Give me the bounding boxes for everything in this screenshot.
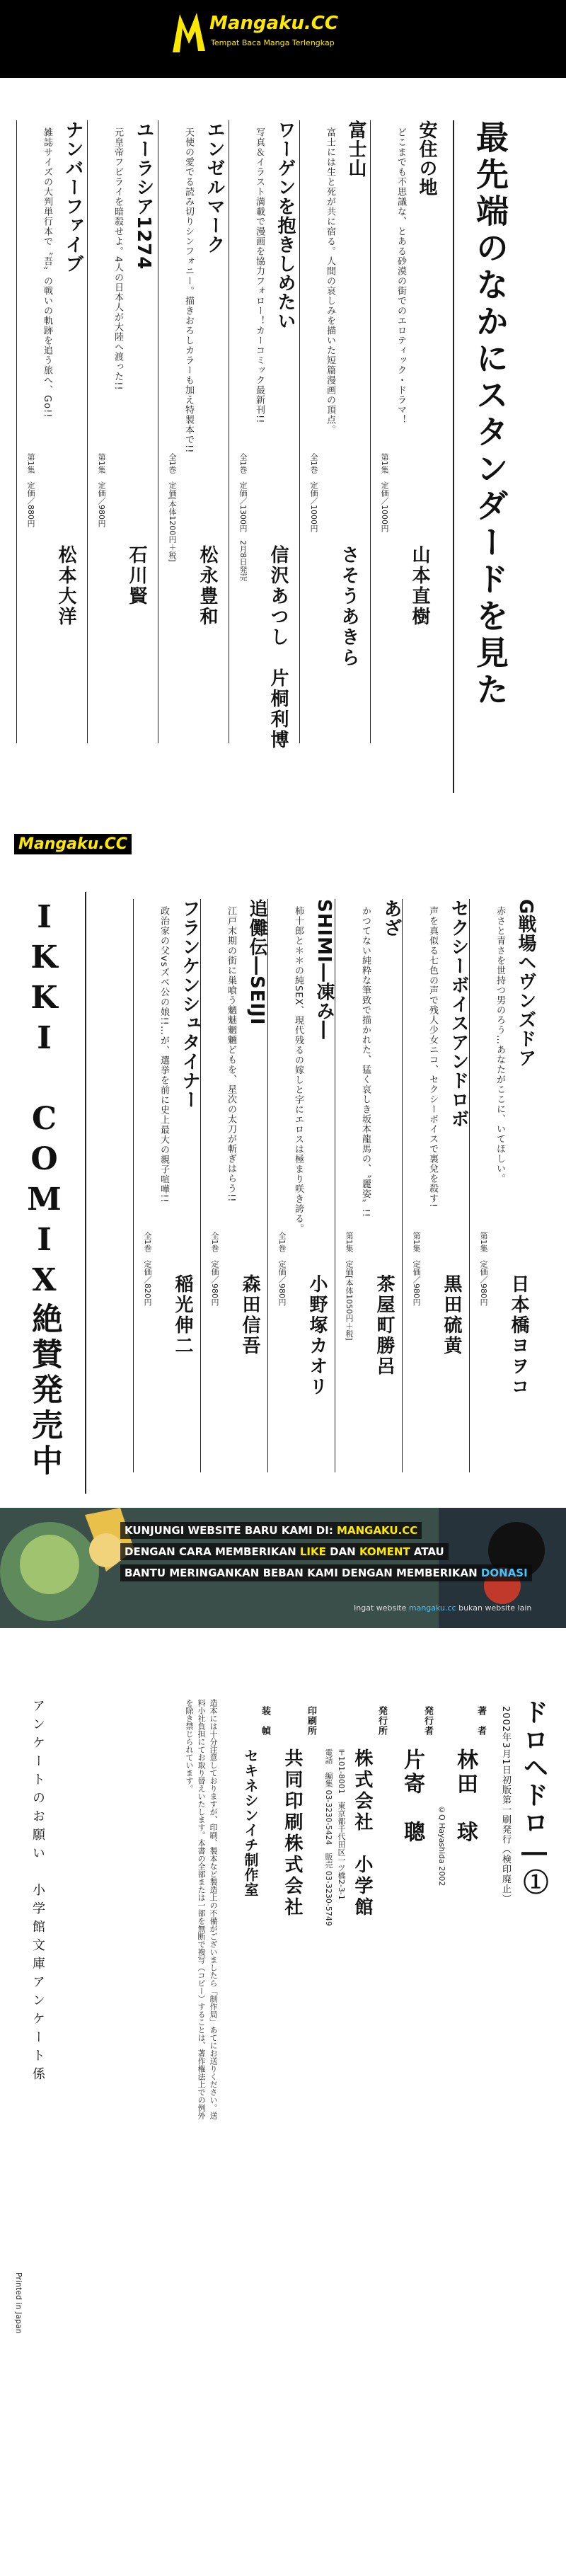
entry-title: ナンバーファイブ: [62, 120, 83, 273]
author-label: 著 者: [475, 1706, 486, 1736]
banner-line-3: [120, 1564, 532, 1581]
entry-title: 富士山: [345, 120, 366, 178]
entry-description: 雑誌サイズの大判単行本で〝吾〟の戦いの軌跡を追う旅へ、Go!!: [42, 127, 52, 418]
entry-author: 日本橋ヨヲコ: [508, 1274, 529, 1397]
entry-author: 小野塚カオリ: [306, 1274, 328, 1397]
entry-price: 全1巻 定価／820円: [143, 1232, 152, 1306]
page-heading: 最先端のなかにスタンダードを見た: [471, 120, 509, 709]
banner-text: KUNJUNGI WEBSITE BARU KAMI DI:: [125, 1524, 337, 1537]
banner-text: ATAU: [410, 1545, 444, 1558]
colophon-page: [0, 1635, 566, 2576]
entry-price: 全1巻 定価[本体1200円＋税]: [168, 453, 177, 562]
author-name: 林田 球: [453, 1748, 478, 1845]
entry-title: G戦場ヘヴンズドア: [515, 899, 536, 1068]
publishing-house: 株式会社 小学館: [352, 1748, 373, 1918]
entry-author: 松本大洋: [55, 545, 76, 627]
entry-author: 茶屋町勝呂: [374, 1274, 395, 1377]
comment-text: KOMENT: [359, 1545, 410, 1558]
entry-author: 黒田硫黄: [441, 1274, 462, 1356]
publisher-person: 片寄 聰: [400, 1748, 424, 1845]
address: 〒101-8001 東京都千代田区一ツ橋2-3-1: [337, 1748, 346, 1900]
entry-price: 第1集 定価／1000円: [380, 453, 389, 532]
promo-banner[interactable]: [0, 1508, 566, 1628]
publisher-label: 発行者: [422, 1706, 433, 1736]
entry-title: セクシーボイスアンドロボ: [448, 899, 469, 1128]
site-header: [0, 0, 566, 78]
entry-title: ユーラシア1274: [133, 120, 154, 270]
catalog-page-1: [0, 78, 566, 835]
publishing-house-label: 発行所: [376, 1706, 387, 1736]
phone: 電話 編集 03-3230-5424 販売 03-3230-5749: [324, 1748, 333, 1926]
entry-author: 石川賢: [126, 545, 147, 607]
entry-title: 安住の地: [416, 120, 437, 197]
banner-note: [354, 1603, 531, 1613]
banner-line-2: [120, 1543, 449, 1560]
entry-price: 第1集 定価／980円: [412, 1232, 421, 1306]
column-divider: [133, 899, 134, 1472]
mangaku-logo-icon: [170, 10, 208, 55]
entry-author: 山本直樹: [409, 545, 430, 627]
entry-price: 第1集 定価[本体1050円＋税]: [345, 1232, 354, 1341]
banner-line-1: [120, 1522, 422, 1539]
catalog-page-2: [0, 878, 566, 1501]
column-divider: [402, 899, 403, 1472]
column-divider: [16, 120, 17, 743]
entry-title: 追儺伝―SEIJI: [246, 899, 267, 1026]
entry-description: 政治家の父vsズベ公の娘!!…が、選挙を前に史上最大の親子喧嘩!!: [158, 906, 169, 1203]
banner-note-text: bukan website lain: [456, 1603, 532, 1613]
entry-description: どこまでも不思議な、とある砂漠の街でのエロティック・ドラマ！: [395, 127, 406, 425]
binder-name: セキネシンイチ制作室: [242, 1748, 259, 1897]
entry-author: 森田信吾: [239, 1274, 260, 1356]
book-title: ドロヘドロ―①: [519, 1699, 549, 1896]
banner-text: BANTU MERINGANKAN BEBAN KAMI DENGAN MEMBERIKAN: [125, 1567, 481, 1579]
entry-title: エンゼルマーク: [204, 120, 225, 254]
banner-note-text: Ingat website: [354, 1603, 409, 1613]
entry-description: 写真＆イラスト満載で漫画を協力フォロー！カーコミック最新刊!!: [254, 127, 265, 424]
entry-price: 第1集 定価／880円: [26, 453, 35, 527]
entry-title: あざ: [381, 899, 402, 937]
entry-description: 赤さと青さを世持つ男のろう…あなたがここに、いてほしい。: [495, 906, 505, 1184]
page-heading: IKKI COMIX絶賛発売中: [26, 899, 62, 1479]
entry-description: 柿十郎と＊＊の純SEX、現代残るの嫁しと字にエロスは極まり咲き誇る。: [293, 906, 304, 1234]
entry-price: 全1巻 定価／1000円: [309, 453, 318, 532]
banner-site-link[interactable]: MANGAKU.CC: [337, 1524, 418, 1537]
copyright: ©Q Hayashida 2002: [437, 1805, 446, 1887]
banner-note-link[interactable]: mangaku.cc: [408, 1603, 456, 1613]
entry-author: 稲光伸二: [172, 1274, 193, 1356]
column-divider: [299, 120, 300, 743]
logo-text[interactable]: Mangaku.CC: [209, 13, 338, 34]
logo-tagline: Tempat Baca Manga Terlengkap: [211, 38, 335, 47]
banner-text: DAN: [325, 1545, 359, 1558]
entry-description: かつてない純粋な筆致で描かれた、猛く哀しき坂本龍馬の、〝麗姿〟!!: [360, 906, 371, 1218]
entry-description: 富士には生と死が共に宿る。人間の哀しみを描いた短篇漫画の頂点。: [325, 127, 335, 435]
watermark-logo: [14, 835, 132, 853]
entry-description: 天使の愛でる読み切りシンフォニー。描きおろしカラーも加え特製本で!!: [183, 127, 194, 454]
survey-text: アンケートのお願い 小学館文庫アンケート係: [30, 1699, 45, 2085]
printed-in: Printed in Japan: [14, 2272, 23, 2334]
entry-price: 第1集 定価／980円: [479, 1232, 488, 1306]
watermark-text: Mangaku.CC: [14, 834, 132, 854]
divider: [85, 892, 86, 1494]
entry-title: SHIMI―凍み―: [313, 899, 335, 1040]
entry-price: 第1集 定価／980円: [97, 453, 106, 527]
entry-description: 声を真似る七色の声で残人少女ニコ、セクシーボイスで裏兌を殺す!: [427, 906, 438, 1208]
entry-price: 全1巻 定価／980円: [210, 1232, 219, 1306]
printer-label: 印刷所: [306, 1706, 316, 1736]
entry-author: 松永豊和: [197, 545, 218, 627]
printer-name: 共同印刷株式会社: [282, 1748, 303, 1918]
publish-date: 2002年3月1日初版第一刷発行（検印廃止）: [500, 1706, 511, 1904]
entry-title: ワーゲンを抱きしめたい: [275, 120, 296, 331]
entry-description: 江戸末期の街に巣喰う魑魅魍魎どもを、星次の太刀が斬ぎはらう!!: [226, 906, 236, 1203]
entry-price: 全1巻 定価／1300円 2月8日発売: [238, 453, 248, 581]
entry-description: 元皇帝フビライを暗殺せよ。4人の日本人が大陸へ渡った!!: [112, 127, 123, 391]
legal-notice: 造本には十分注意しておりますが、印刷、製本など製造上の不備がございましたら「制作局」あてにお送りください。送料小社負担にてお取り替えいたします。本書の全部または一部を無断で複写（コピー）することは、著作権法上での例外を除き禁じられています。: [185, 1699, 218, 2119]
binder-label: 装 幀: [260, 1706, 270, 1736]
column-divider: [370, 120, 371, 743]
banner-text: DENGAN CARA MEMBERIKAN: [125, 1545, 300, 1558]
entry-title: フランケンシュタイナー: [179, 899, 200, 1109]
donate-text[interactable]: DONASI: [480, 1567, 528, 1579]
entry-author: さそうあきら: [338, 545, 359, 668]
like-text: LIKE: [299, 1545, 326, 1558]
column-divider: [87, 120, 88, 743]
entry-price: 全1巻 定価／980円: [277, 1232, 287, 1306]
entry-author: 信沢あつし 片桐利博: [267, 545, 289, 750]
divider: [453, 120, 454, 793]
